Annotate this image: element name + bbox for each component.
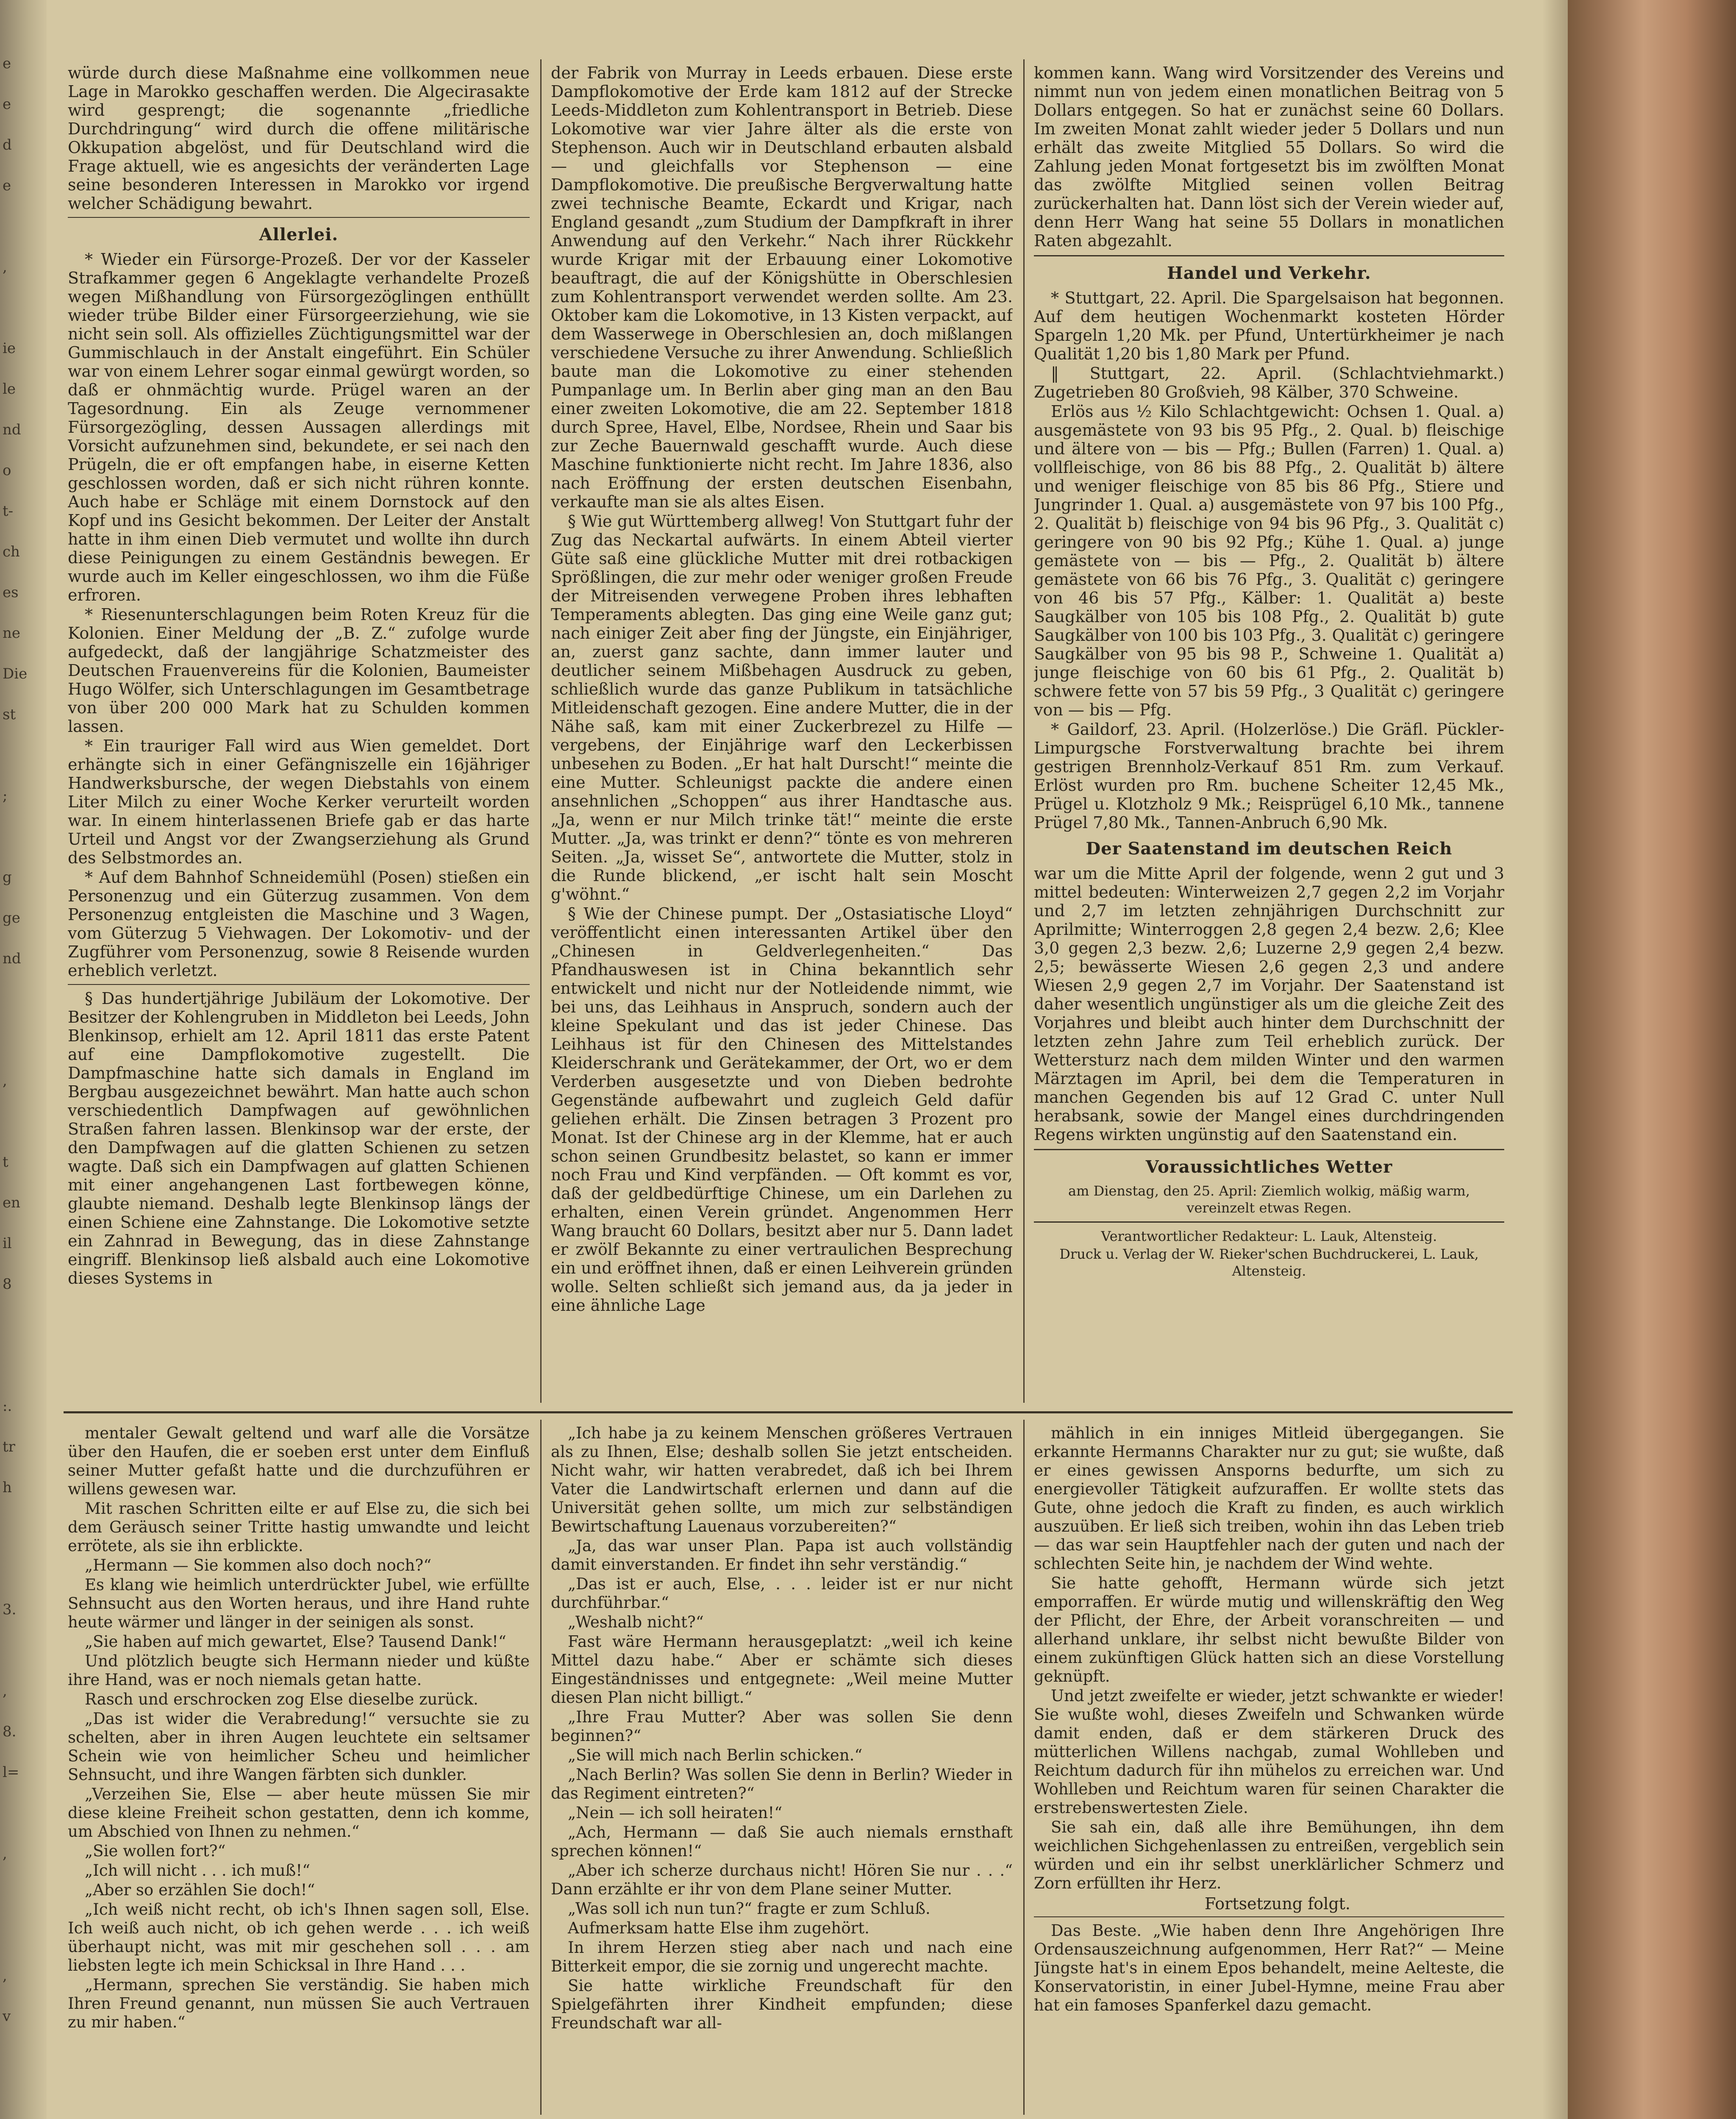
previous-page-fragment: il bbox=[3, 1235, 12, 1252]
saatenstand-report: war um die Mitte April der folgende, wenn 2 gut und 3 mittel bedeuten: Winterweizen 2,7 gegen 2,2 im Vorjahr und 2,7 im letzten zehnjährigen Durchschnitt zur Aprilmitte; Winterroggen 2,8 gegen 2,4 bezw. 2,6; Klee 3,0 gegen 2,3 bezw. 2,6; Luzerne 2,9 gegen 2,4 bezw. 2,5; bewässerte Wiesen 2,6 gegen 2,3 und andere Wiesen 2,9 gegen 2,7 im Vorjahr. Der Saatenstand ist daher wesentlich ungünstiger als um die gleiche Zeit des Vorjahres und bleibt auch hinter dem Durchschnitt der letzten zehn Jahre zum Teil erheblich zurück. Der Wettersturz nach dem milden Winter und den warmen Märztagen im April, bei dem die Temperaturen in manchen Gegenden bis auf 12 Grad C. unter Null herabsank, sowie der Mangel eines durchdringenden Regens wirkten ungünstig auf den Saatenstand ein. bbox=[1034, 864, 1504, 1144]
previous-page-fragment: ne bbox=[3, 625, 21, 642]
previous-page-fragment: Die bbox=[3, 665, 28, 682]
previous-page-fragment: 3. bbox=[3, 1601, 17, 1618]
story-paragraph: „Ihre Frau Mutter? Aber was sollen Sie denn beginnen?“ bbox=[551, 1708, 1013, 1745]
divider bbox=[1034, 255, 1504, 256]
previous-page-fragment: , bbox=[3, 259, 7, 275]
previous-page-fragment: :. bbox=[3, 1398, 12, 1415]
story-paragraph: mählich in ein inniges Mitleid übergegangen. Sie erkannte Hermanns Charakter nur zu gut; sie wußte, daß er eines gewissen Ansporns bedurfte, um sich zu energievoller Tätigkeit aufzuraffen. Er wollte stets das Gute, ohne jedoch die Kraft zu finden, es auch wirklich auszuüben. Er ließ sich treiben, wohin ihn das Leben trieb — das war sein Hauptfehler nach der guten und nach der schlechten Seite hin, je nachdem der Wind wehte. bbox=[1034, 1424, 1504, 1573]
spargel-report: * Stuttgart, 22. April. Die Spargelsaison hat begonnen. Auf dem heutigen Wochenmarkt kosteten Hörder Spargeln 1,20 Mk. per Pfund, Untertürkheimer je nach Qualität 1,20 bis 1,80 Mark per Pfund. bbox=[1034, 289, 1504, 363]
story-paragraph: Und plötzlich beugte sich Hermann nieder und küßte ihre Hand, was er noch niemals getan hatte. bbox=[68, 1652, 530, 1689]
previous-page-fragment: e bbox=[3, 96, 11, 113]
previous-page-fragment: e bbox=[3, 177, 11, 194]
lokomotive-continued: der Fabrik von Murray in Leeds erbauen. Diese erste Dampflokomotive der Erde kam 1812 auf der Strecke Leeds-Middleton zum Kohlentransport in Betrieb. Diese Lokomotive war vier Jahre älter als die erste von Stephenson. Auch wir in Deutschland erbauten alsbald — und gleichfalls vor Stephenson — eine Dampflokomotive. Die preußische Bergverwaltung hatte zwei technische Beamte, Eckardt und Krigar, nach England gesandt „zum Studium der Dampfkraft in ihrer Anwendung auf den Verkehr.“ Nach ihrer Rückkehr wurde Krigar mit der Erbauung einer Lokomotive beauftragt, die auf der Königshütte in Oberschlesien zum Kohlentransport verwendet werden sollte. Am 23. Oktober kam die Lokomotive, in 13 Kisten verpackt, auf dem Wasserwege in Oberschlesien an, doch mißlangen verschiedene Versuche zu ihrer Anwendung. Schließlich baute man die Lokomotive zu einer stehenden Pumpanlage um. In Berlin aber ging man an den Bau einer zweiten Lokomotive, die am 22. September 1818 durch Spree, Havel, Elbe, Nordsee, Rhein und Saar bis zur Zeche Bauernwald geschafft wurde. Auch diese Maschine funktionierte nicht recht. Im Jahre 1836, also nach Eröffnung der ersten deutschen Eisenbahn, verkaufte man sie als altes Eisen. bbox=[551, 64, 1013, 511]
story-paragraph: Es klang wie heimlich unterdrückter Jubel, wie erfüllte Sehnsucht aus den Worten heraus, und ihre Hand ruhte heute wärmer und länger in der seinigen als sonst. bbox=[68, 1576, 530, 1631]
upper-column-3 bbox=[1034, 64, 1504, 1399]
story-paragraph: „Das ist er auch, Else, . . . leider ist er nur nicht durchführbar.“ bbox=[551, 1575, 1013, 1612]
newspaper-page bbox=[64, 34, 1513, 2119]
story-paragraph: „Hermann, sprechen Sie verständig. Sie haben mich Ihren Freund genannt, nun müssen Sie auch Vertrauen zu mir haben.“ bbox=[68, 1976, 530, 2031]
divider bbox=[1034, 1149, 1504, 1150]
column-rule bbox=[1023, 59, 1025, 1403]
divider bbox=[68, 984, 530, 985]
story-paragraph: Mit raschen Schritten eilte er auf Else zu, die sich bei dem Geräusch seiner Tritte hastig umwandte und leicht errötete, als sie ihn erblickte. bbox=[68, 1499, 530, 1555]
previous-page-fragment: l= bbox=[3, 1764, 19, 1781]
divider bbox=[1034, 1916, 1504, 1917]
schneidemuehl-article: * Auf dem Bahnhof Schneidemühl (Posen) stießen ein Personenzug und ein Güterzug zusammen. Von dem Personenzug entgleisten die Maschine und 3 Wagen, vom Güterzug 5 Viehwagen. Der Lokomotiv- und der Zugführer vom Personenzug, sowie 8 Reisende wurden erheblich verletzt. bbox=[68, 868, 530, 980]
previous-page-fragment: st bbox=[3, 706, 16, 723]
previous-page-fragment: ch bbox=[3, 543, 20, 560]
upper-column-1 bbox=[68, 64, 530, 1399]
story-paragraph: „Sie haben auf mich gewartet, Else? Tausend Dank!“ bbox=[85, 1632, 506, 1651]
upper-column-2 bbox=[551, 64, 1013, 1399]
fortsetzung-label: Fortsetzung folgt. bbox=[1204, 1894, 1350, 1913]
previous-page-fragment: 8. bbox=[3, 1723, 17, 1740]
story-paragraph: „Sie will mich nach Berlin schicken.“ bbox=[568, 1746, 863, 1764]
previous-page-fragment: tr bbox=[3, 1438, 15, 1455]
marokko-paragraph: würde durch diese Maßnahme eine vollkommen neue Lage in Marokko geschaffen werden. Die Algecirasakte wird gesprengt; die sogenannte „friedliche Durchdringung“ wird durch die offene militärische Okkupation abgelöst, und für Deutschland wird die Frage aktuell, wie es angesichts der veränderten Lage seine besonderen Interessen in Marokko vor irgend welcher Schädigung bewahrt. bbox=[68, 64, 530, 213]
wetter-heading: Voraussichtliches Wetter bbox=[1145, 1157, 1393, 1177]
imprint-publisher: Druck u. Verlag der W. Rieker'schen Buchdruckerei, L. Lauk, Altensteig. bbox=[1059, 1246, 1479, 1279]
previous-page-fragment: t- bbox=[3, 503, 14, 520]
story-paragraph: Sie sah ein, daß alle ihre Bemühungen, ihn dem weichlichen Sichgehenlassen zu entreißen, vergeblich sein würden und ein ihr selbst unerklärlicher Schmerz und Zorn erfüllten ihr Herz. bbox=[1034, 1818, 1504, 1892]
previous-page-fragment: g bbox=[3, 869, 12, 886]
lokomotive-article: § Das hundertjährige Jubiläum der Lokomotive. Der Besitzer der Kohlengruben in Middleton bei Leeds, John Blenkinsop, erhielt am 12. April 1811 das erste Patent auf eine Dampflokomotive zugestellt. Die Dampfmaschine hatte sich damals in England im Bergbau ausgezeichnet bewährt. Man hatte auch schon verschiedentlich Dampfwagen auf gewöhnlichen Straßen fahren lassen. Blenkinsop war der erste, der den Dampfwagen auf die glatten Schienen zu setzen wagte. Daß sich ein Dampfwagen auf glatten Schienen mit einer angehangenen Last fortbewegen könne, glaubte niemand. Deshalb legte Blenkinsop längs der einen Schiene eine Zahnstange. Die Lokomotive setzte ein Zahnrad in Bewegung, das in diese Zahnstange eingriff. Blenkinsop ließ alsbald auch eine Lokomotive dieses Systems in bbox=[68, 989, 530, 1288]
story-paragraph: „Ich will nicht . . . ich muß!“ bbox=[85, 1861, 311, 1880]
previous-page-fragment: ge bbox=[3, 909, 20, 926]
column-rule bbox=[1023, 1420, 1025, 2115]
section-divider bbox=[64, 1411, 1513, 1413]
story-paragraph: „Ich weiß nicht recht, ob ich's Ihnen sagen soll, Else. Ich weiß auch nicht, ob ich gehen werde . . . ich weiß überhaupt nicht, was mit mir geschehen soll . . . am liebsten legte ich mein Schicksal in Ihre Hand . . . bbox=[68, 1900, 530, 1974]
handel-heading: Handel und Verkehr. bbox=[1167, 263, 1371, 283]
previous-page-fragment: le bbox=[3, 381, 16, 398]
story-paragraph: „Sie wollen fort?“ bbox=[85, 1842, 226, 1860]
divider bbox=[68, 217, 530, 218]
previous-page-fragment: , bbox=[3, 1072, 7, 1089]
rotes-kreuz-article: * Riesenunterschlagungen beim Roten Kreuz für die Kolonien. Einer Meldung der „B. Z.“ zufolge wurde aufgedeckt, daß der langjährige Schatzmeister des Deutschen Frauenvereins für die Kolonien, Baumeister Hugo Wölfer, sich Unterschlagungen im Gesamtbetrage von über 200 000 Mark hat zu Schulden kommen lassen. bbox=[68, 605, 530, 736]
chinese-continued: kommen kann. Wang wird Vorsitzender des Vereins und nimmt nun von jedem einen monatlichen Beitrag von 5 Dollars entgegen. So hat er zunächst seine 60 Dollars. Im zweiten Monat zahlt wieder jeder 5 Dollars und nun erhält das zweite Mitglied 55 Dollars. So wird die Zahlung jeden Monat fortgesetzt bis im zwölften Monat das zwölfte Mitglied seinen vollen Beitrag zurückerhalten hat. Dann löst sich der Verein wieder auf, denn Herr Wang hat seine 55 Dollars in monatlichen Raten abgezahlt. bbox=[1034, 64, 1504, 250]
story-paragraph: „Nein — ich soll heiraten!“ bbox=[568, 1804, 783, 1822]
lower-column-3 bbox=[1034, 1424, 1504, 2111]
previous-page-fragment: es bbox=[3, 584, 19, 601]
previous-page-fragment: e bbox=[3, 55, 11, 72]
column-rule bbox=[540, 1420, 542, 2115]
wetter-forecast: am Dienstag, den 25. April: Ziemlich wolkig, mäßig warm, vereinzelt etwas Regen. bbox=[1068, 1183, 1470, 1216]
story-paragraph: „Hermann — Sie kommen also doch noch?“ bbox=[85, 1556, 432, 1574]
wien-article: * Ein trauriger Fall wird aus Wien gemeldet. Dort erhängte sich in einer Gefängniszelle ein 16jähriger Handwerksbursche, der wegen Diebstahls von einem Liter Milch zu einer Woche Kerker verurteilt worden war. In einem hinterlassenen Briefe gab er das harte Urteil und Angst vor der Zwangserziehung als Grund des Selbstmordes an. bbox=[68, 737, 530, 867]
previous-page-fragment: nd bbox=[3, 950, 21, 967]
divider bbox=[1034, 1221, 1504, 1223]
previous-page-fragment: , bbox=[3, 1682, 7, 1699]
column-rule bbox=[540, 59, 542, 1403]
previous-page-fragment: ie bbox=[3, 340, 16, 357]
story-paragraph: Sie hatte gehofft, Hermann würde sich jetzt emporraffen. Er würde mutig und willenskräftig den Weg der Pflicht, der Ehre, der Arbeit voranschreiten — und allerhand unklare, ihr selbst nicht bewußte Bilder von einem zukünftigen Glück hatten sich an diese Vorstellung geknüpft. bbox=[1034, 1574, 1504, 1685]
holzerloese-report: * Gaildorf, 23. April. (Holzerlöse.) Die Gräfl. Pückler-Limpurgsche Forstverwaltung brachte bei ihrem gestrigen Brennholz-Verkauf 851 Rm. zum Verkauf. Erlöst wurden pro Rm. buchene Scheiter 12,45 Mk., Prügel u. Klotzholz 9 Mk.; Reisprügel 6,10 Mk., tannene Prügel 7,80 Mk., Tannen-Anbruch 6,90 Mk. bbox=[1034, 720, 1504, 832]
story-paragraph: In ihrem Herzen stieg aber nach und nach eine Bitterkeit empor, die sie zornig und ungerecht machte. bbox=[551, 1938, 1013, 1975]
story-paragraph: „Aber ich scherze durchaus nicht! Hören Sie nur . . .“ Dann erzählte er ihr von dem Plane seiner Mutter. bbox=[551, 1861, 1013, 1898]
story-paragraph: „Ach, Hermann — daß Sie auch niemals ernsthaft sprechen können!“ bbox=[551, 1823, 1013, 1860]
schlachtvieh-report: ‖ Stuttgart, 22. April. (Schlachtviehmarkt.) Zugetrieben 80 Großvieh, 98 Kälber, 370 Schweine. bbox=[1034, 364, 1504, 401]
story-paragraph: mentaler Gewalt geltend und warf alle die Vorsätze über den Haufen, die er soeben erst unter dem Einfluß seiner Mutter gefaßt hatte und die durchzuführen er willens gewesen war. bbox=[68, 1424, 530, 1498]
previous-page-edge bbox=[0, 0, 47, 2119]
previous-page-fragment: ; bbox=[3, 787, 8, 804]
lower-column-1 bbox=[68, 1424, 530, 2111]
story-paragraph: Aufmerksam hatte Else ihm zugehört. bbox=[568, 1919, 869, 1937]
previous-page-fragment: v bbox=[3, 2008, 11, 2025]
story-paragraph: Fast wäre Hermann herausgeplatzt: „weil ich keine Mittel dazu habe.“ Aber er schämte sich dieses Eingeständnisses und entgegnete: „Weil meine Mutter diesen Plan nicht billigt.“ bbox=[551, 1632, 1013, 1707]
wuerttemberg-article: § Wie gut Württemberg allweg! Von Stuttgart fuhr der Zug das Neckartal aufwärts. In einem Abteil vierter Güte saß eine glückliche Mutter mit drei rotbackigen Sprößlingen, die zur mehr oder weniger großen Freude der Mitreisenden verwegene Proben ihres lebhaften Temperaments ablegten. Das ging eine Weile ganz gut; nach einiger Zeit aber fing der Jüngste, ein Einjähriger, an, zuerst ganz sachte, dann immer lauter und deutlicher seinem Mißbehagen Ausdruck zu geben, schließlich wurde das ganze Publikum in tatsächliche Mitleidenschaft gezogen. Eine andere Mutter, die in der Nähe saß, kam mit einer Zuckerbrezel zu Hilfe — vergebens, der Einjährige warf den Leckerbissen unbesehen zu Boden. „Er hat halt Durscht!“ meinte die eine Mutter. Schleunigst packte die andere einen ansehnlichen „Schoppen“ aus ihrer Handtasche aus. „Ja, wenn er nur Milch trinke tät!“ meinte die erste Mutter. „Ja, was trinkt er denn?“ tönte es von mehreren Seiten. „Ja, wisset Se“, antwortete die Mutter, stolz in die Runde blickend, „er ischt halt sein Moscht g'wöhnt.“ bbox=[551, 512, 1013, 904]
previous-page-fragment: d bbox=[3, 136, 12, 153]
story-paragraph: „Aber so erzählen Sie doch!“ bbox=[85, 1881, 315, 1899]
fuersorge-prozess-article: * Wieder ein Fürsorge-Prozeß. Der vor der Kasseler Strafkammer gegen 6 Angeklagte verhandelte Prozeß wegen Mißhandlung von Fürsorgezöglingen enthüllt wieder trübe Bilder einer Fürsorgeerziehung, wie sie nicht sein soll. Als offizielles Züchtigungsmittel war der Gummischlauch in der Anstalt eingeführt. Ein Schüler war von einem Lehrer sogar einmal gewürgt worden, so daß er ohnmächtig wurde. Prügel waren an der Tagesordnung. Ein als Zeuge vernommener Fürsorgezögling, dessen Aussagen allerdings mit Vorsicht aufzunehmen sind, bekundete, er sei nach den Prügeln, die er oft empfangen habe, in eiserne Ketten geschlossen worden, daß er sich nicht rühren konnte. Auch habe er Schläge mit einem Dornstock auf den Kopf und ins Gesicht bekommen. Der Leiter der Anstalt hatte in ihm einen Dieb vermutet und wollte ihn durch diese Peinigungen zu einem Geständnis bewegen. Er wurde auch im Keller eingeschlossen, wo ihm die Füße erfroren. bbox=[68, 250, 530, 604]
previous-page-fragment: 8 bbox=[3, 1276, 12, 1293]
previous-page-fragment: , bbox=[3, 1967, 7, 1984]
story-paragraph: „Das ist wider die Verabredung!“ versuchte sie zu schelten, aber in ihren Augen leuchtete ein seltsamer Schein wie von heimlicher Scheu und heimlicher Sehnsucht, und ihre Wangen färbten sich dunkler. bbox=[68, 1710, 530, 1784]
imprint-editor: Verantwortlicher Redakteur: L. Lauk, Altensteig. bbox=[1101, 1228, 1437, 1244]
previous-page-fragment: o bbox=[3, 462, 11, 479]
previous-page-fragment: , bbox=[3, 1845, 7, 1862]
chinese-article: § Wie der Chinese pumpt. Der „Ostasiatische Lloyd“ veröffentlicht einen interessanten Artikel über den „Chinesen in Geldverlegenheiten.“ Das Pfandhauswesen ist in China bekanntlich sehr entwickelt und nicht nur der Notleidende nimmt, wie bei uns, das Leihhaus in Anspruch, sondern auch der kleine Spekulant und das ist jeder Chinese. Das Leihhaus ist für den Chinesen des Mittelstandes Kleiderschrank und Gerätekammer, der Ort, wo er dem Verderben ausgesetzte und von Dieben bedrohte Gegenstände aufbewahrt und zugleich Geld dafür geliehen erhält. Die Zinsen betragen 3 Prozent pro Monat. Ist der Chinese arg in der Klemme, hat er auch schon seinen Grundbesitz belastet, so kann er immer noch Frau und Kind verpfänden. — Oft kommt es vor, daß der geldbedürftige Chinese, um ein Darlehen zu erhalten, einen Verein gründet. Angenommen Herr Wang braucht 60 Dollars, besitzt aber nur 5. Dann ladet er zwölf Bekannte zu einer vertraulichen Besprechung ein und eröffnet ihnen, daß er einen Leihverein gründen wolle. Selten schließt sich jemand aus, da ja jeder in eine ähnliche Lage bbox=[551, 904, 1013, 1315]
story-paragraph: „Nach Berlin? Was sollen Sie denn in Berlin? Wieder in das Regiment eintreten?“ bbox=[551, 1766, 1013, 1802]
allerlei-heading: Allerlei. bbox=[259, 225, 339, 245]
erloes-report: Erlös aus ½ Kilo Schlachtgewicht: Ochsen 1. Qual. a) ausgemästete von 93 bis 95 Pfg., 2. Qual. b) fleischige und ältere von — bis — Pfg.; Bullen (Farren) 1. Qual. a) vollfleischige, von 86 bis 88 Pfg., 2. Qualität b) ältere und weniger fleischige von 85 bis 86 Pfg., Stiere und Jungrinder 1. Qual. a) ausgemästete von 97 bis 100 Pfg., 2. Qualität b) fleischige von 94 bis 96 Pfg., 3. Qualität c) geringere von 90 bis 92 Pfg.; Kühe 1. Qual. a) junge gemästete von — bis — Pfg., 2. Qualität b) ältere gemästete von 66 bis 76 Pfg., 3. Qualität c) geringere von 46 bis 57 Pfg., Kälber: 1. Qualität a) beste Saugkälber von 105 bis 108 Pfg., 2. Qualität b) gute Saugkälber von 100 bis 103 Pfg., 3. Qualität c) geringere Saugkälber von 95 bis 98 P., Schweine 1. Qualität a) junge fleischige von 60 bis 61 Pfg., 2. Qualität b) schwere fette von 57 bis 59 Pfg., 3 Qualität c) geringere von — bis — Pfg. bbox=[1034, 402, 1504, 719]
story-paragraph: „Ja, das war unser Plan. Papa ist auch vollständig damit einverstanden. Er findet ihn sehr verständig.“ bbox=[551, 1537, 1013, 1574]
previous-page-fragment: h bbox=[3, 1479, 12, 1496]
story-paragraph: Sie hatte wirkliche Freundschaft für den Spielgefährten ihrer Kindheit empfunden; diese Freundschaft war all- bbox=[551, 1977, 1013, 2032]
previous-page-fragment: t bbox=[3, 1154, 8, 1171]
story-paragraph: Rasch und erschrocken zog Else dieselbe zurück. bbox=[85, 1690, 478, 1708]
joke-das-beste: Das Beste. „Wie haben denn Ihre Angehörigen Ihre Ordensauszeichnung aufgenommen, Herr Rat?“ — Meine Jüngste hat's in einem Epos behandelt, meine Aelteste, die Konservatoristin, in einer Jubel-Hymne, meine Frau aber hat ein famoses Spanferkel dazu gemacht. bbox=[1034, 1922, 1504, 2014]
book-binding bbox=[1568, 0, 1736, 2119]
lower-column-2 bbox=[551, 1424, 1013, 2111]
story-paragraph: „Was soll ich nun tun?“ fragte er zum Schluß. bbox=[568, 1899, 930, 1918]
previous-page-fragment: nd bbox=[3, 421, 21, 438]
story-paragraph: „Ich habe ja zu keinem Menschen größeres Vertrauen als zu Ihnen, Else; deshalb sollen Sie jetzt entscheiden. Nicht wahr, wir hatten verabredet, daß ich bei Ihrem Vater die Landwirtschaft erlernen und dann auf die Universität gehen sollte, um mich zur selbständigen Bewirtschaftung Lauenaus vorzubereiten?“ bbox=[551, 1424, 1013, 1535]
previous-page-fragment: en bbox=[3, 1194, 21, 1211]
story-paragraph: „Weshalb nicht?“ bbox=[568, 1613, 704, 1631]
story-paragraph: „Verzeihen Sie, Else — aber heute müssen Sie mir diese kleine Freiheit schon gestatten, denn ich komme, um Abschied von Ihnen zu nehmen.“ bbox=[68, 1785, 530, 1841]
saatenstand-heading: Der Saatenstand im deutschen Reich bbox=[1086, 839, 1453, 859]
story-paragraph: Und jetzt zweifelte er wieder, jetzt schwankte er wieder! Sie wußte wohl, dieses Zweifeln und Schwanken würde damit enden, daß er dem stärkeren Druck des mütterlichen Willens nachgab, zumal Wohlleben und Reichtum dadurch für ihn mühelos zu erreichen war. Und Wohlleben und Reichtum waren für seinen Charakter die erstrebenswertesten Ziele. bbox=[1034, 1687, 1504, 1817]
